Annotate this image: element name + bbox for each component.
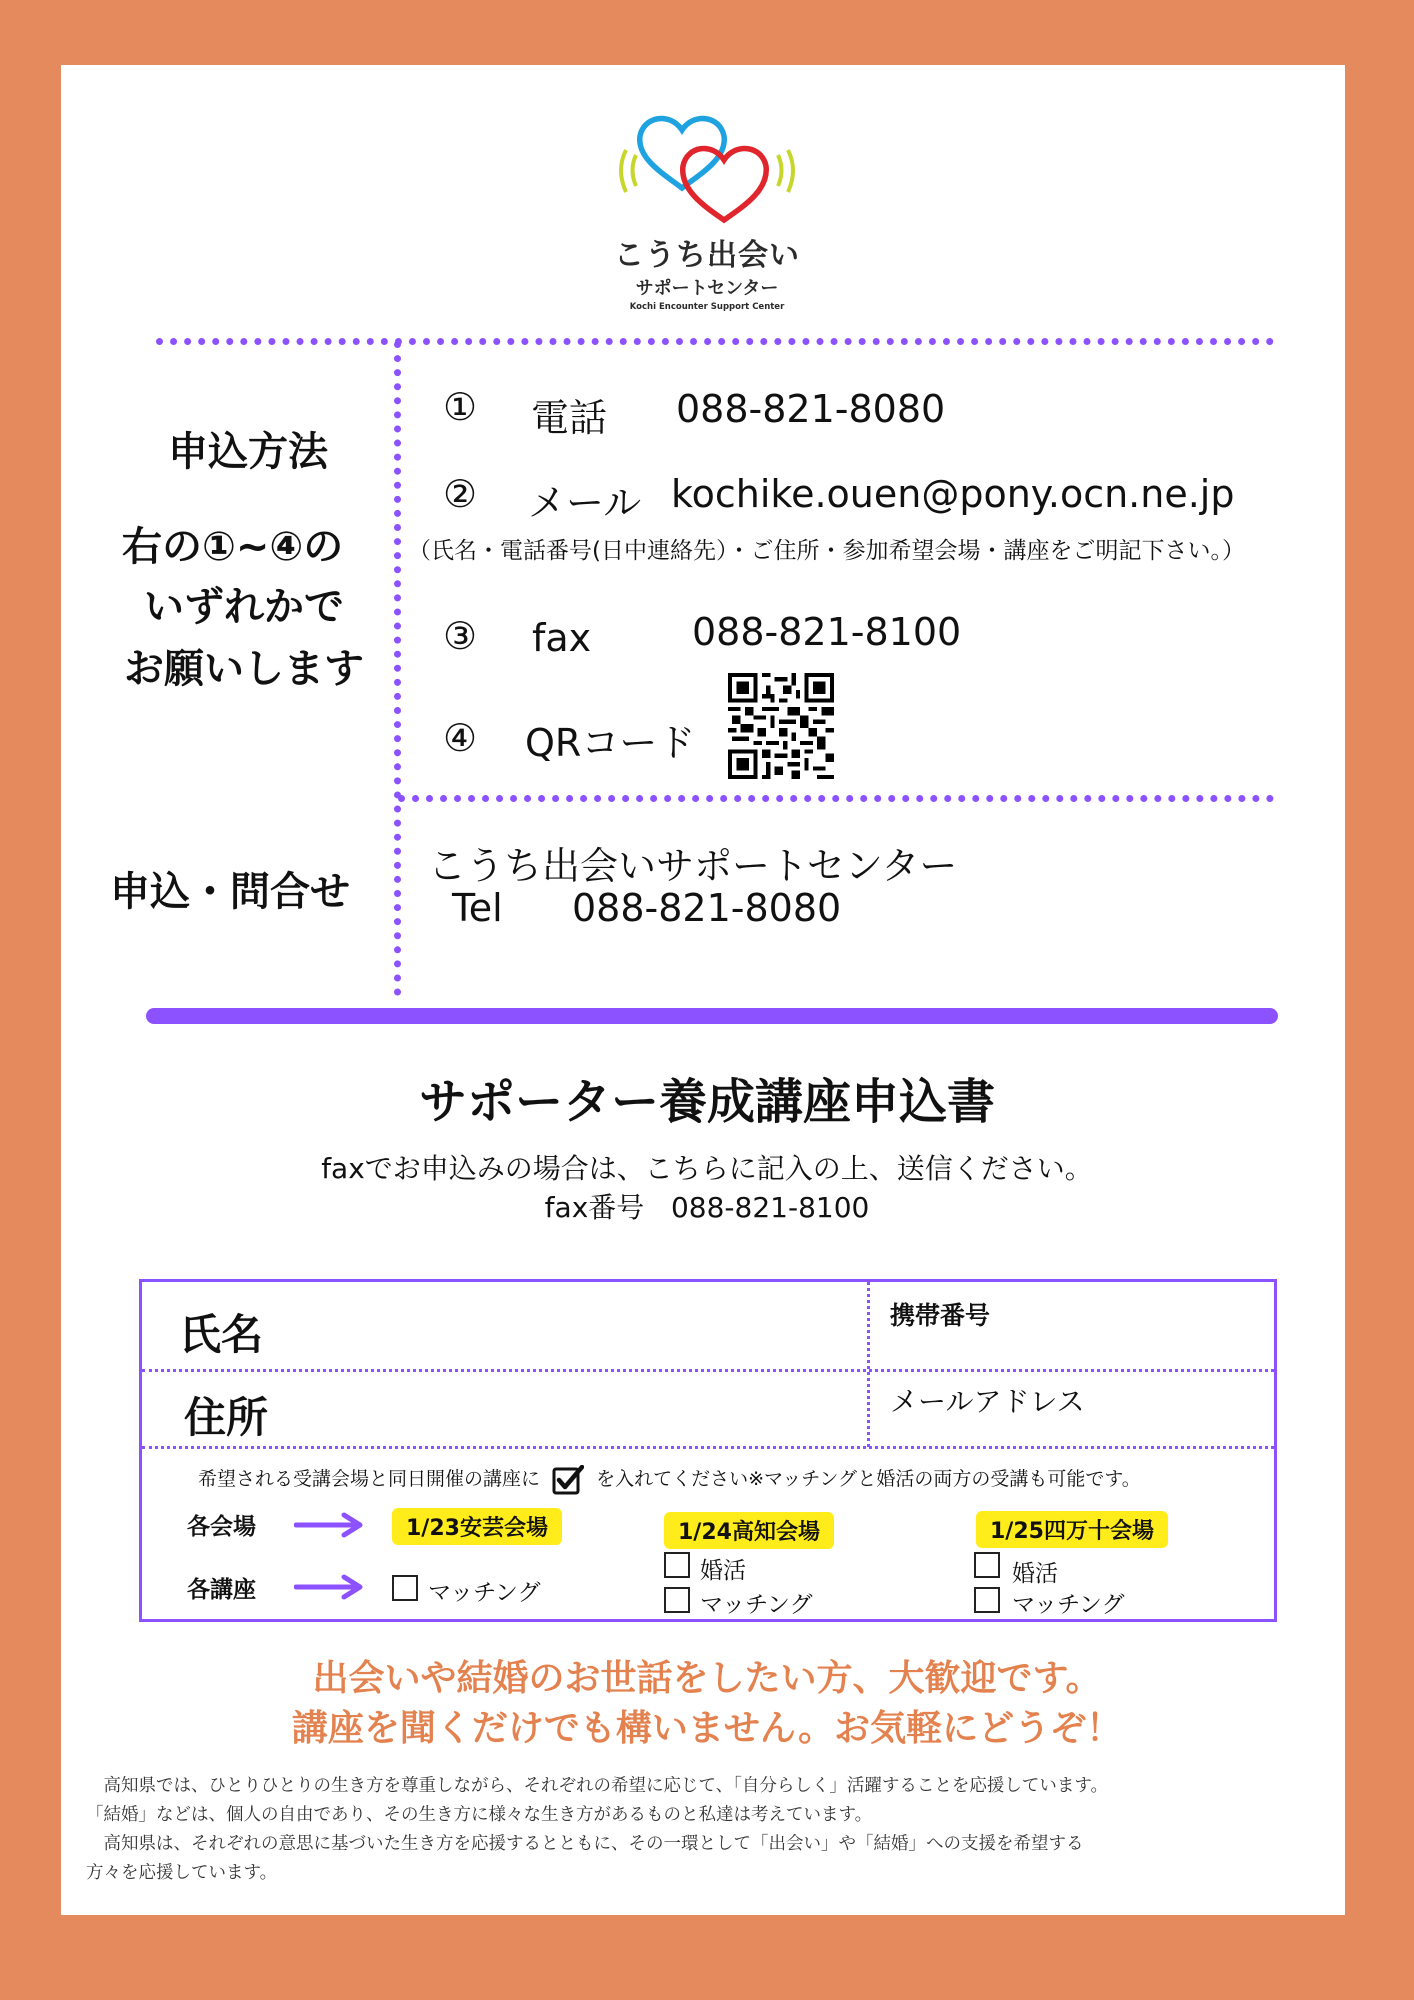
email-field-label: メールアドレス <box>890 1385 1085 1418</box>
method-4-name: QRコード <box>525 721 696 765</box>
form-fax-label: fax番号 <box>544 1191 645 1224</box>
method-3-number: ③ <box>443 614 478 658</box>
fax-number[interactable]: 088-821-8100 <box>692 610 962 654</box>
name-field-label: 氏名 <box>179 1310 264 1359</box>
logo <box>607 108 807 312</box>
welcome-line-2: 講座を聞くだけでも構いません。お気軽にどうぞ！ <box>291 1708 1123 1749</box>
checkbox-label-shimanto-matching: マッチング <box>1012 1592 1125 1618</box>
policy-text <box>86 1772 1336 1888</box>
venue-badge-kochi: 1/24高知会場 <box>664 1512 834 1549</box>
logo-english: Kochi Encounter Support Center <box>629 302 785 312</box>
name-field[interactable] <box>252 1292 857 1362</box>
policy-line: 高知県は、それぞれの意思に基づいた生き方を応援するとともに、その一環として「出会い」や「結婚」への支援を希望する <box>86 1834 1084 1854</box>
checkbox-kochi-konkatsu[interactable] <box>664 1552 690 1578</box>
hearts-logo-icon <box>612 108 802 228</box>
policy-line: 方々を応援しています。 <box>86 1863 278 1883</box>
check-instruction-post: を入れてください※マッチングと婚活の両方の受講も可能です。 <box>596 1468 1141 1490</box>
form-fax-line <box>0 1186 1414 1226</box>
checkbox-kochi-matching[interactable] <box>664 1587 690 1613</box>
phone-number[interactable]: 088-821-8080 <box>676 387 946 431</box>
form-row-divider-1 <box>142 1369 1274 1372</box>
welcome-line-1: 出会いや結婚のお世話をしたい方、大歓迎です。 <box>312 1658 1102 1699</box>
contact-tel[interactable]: 088-821-8080 <box>572 886 842 930</box>
email-address[interactable]: kochike.ouen@pony.ocn.ne.jp <box>671 472 1235 516</box>
venue-row-label: 各会場 <box>187 1514 256 1540</box>
method-1-name: 電話 <box>531 396 608 440</box>
venue-badge-shimanto: 1/25四万十会場 <box>976 1511 1168 1548</box>
method-3-name: fax <box>532 616 592 660</box>
checkbox-aki-matching[interactable] <box>392 1575 418 1601</box>
form-fax-number[interactable]: 088-821-8100 <box>670 1191 870 1224</box>
form-vertical-divider <box>867 1282 870 1447</box>
checkbox-checked-icon <box>552 1465 584 1495</box>
logo-name: こうち出会い <box>614 238 800 273</box>
method-2-name: メール <box>528 481 642 525</box>
mobile-field-label: 携帯番号 <box>890 1301 991 1330</box>
checkbox-label-shimanto-konkatsu: 婚活 <box>1012 1561 1058 1587</box>
arrow-right-icon <box>294 1512 366 1538</box>
method-4-number: ④ <box>443 716 478 760</box>
checkbox-label-aki-matching: マッチング <box>428 1580 541 1606</box>
form-row-divider-2 <box>142 1446 1274 1449</box>
top-dotted-divider <box>156 338 1274 345</box>
form-instruction: faxでお申込みの場合は、こちらに記入の上、送信ください。 <box>321 1152 1093 1185</box>
apply-instruction-line-2: いずれかで <box>144 584 344 630</box>
checkbox-shimanto-matching[interactable] <box>974 1587 1000 1613</box>
course-row-label: 各講座 <box>187 1577 256 1603</box>
qr-code-icon[interactable] <box>728 673 834 779</box>
apply-method-label: 申込方法 <box>168 429 328 475</box>
mobile-field[interactable] <box>877 1330 1267 1364</box>
checkbox-label-kochi-konkatsu: 婚活 <box>700 1558 746 1584</box>
arrow-right-icon <box>294 1574 366 1600</box>
email-field[interactable] <box>877 1414 1267 1442</box>
contact-label: 申込・問合せ <box>110 869 350 915</box>
check-instruction-pre: 希望される受講会場と同日開催の講座に <box>198 1468 541 1490</box>
venue-badge-aki: 1/23安芸会場 <box>392 1508 562 1545</box>
mail-note: （氏名・電話番号(日中連絡先）・ご住所・参加希望会場・講座をご明記下さい。） <box>408 538 1245 564</box>
section-divider-bar <box>146 1008 1278 1024</box>
form-title: サポーター養成講座申込書 <box>418 1074 995 1130</box>
contact-tel-label: Tel <box>452 886 503 930</box>
check-instruction <box>198 1464 1141 1495</box>
policy-line: 高知県では、ひとりひとりの生き方を尊重しながら、それぞれの希望に応じて、「自分らしく」活躍することを応援しています。 <box>86 1776 1108 1796</box>
checkbox-shimanto-konkatsu[interactable] <box>974 1552 1000 1578</box>
application-form <box>139 1279 1277 1622</box>
apply-instruction-line-1: 右の①~④の <box>122 524 344 570</box>
logo-subtitle: サポートセンター <box>635 278 779 299</box>
checkbox-label-kochi-matching: マッチング <box>700 1592 813 1618</box>
method-1-number: ① <box>443 385 478 429</box>
address-field-label: 住所 <box>184 1393 269 1442</box>
vertical-dotted-divider <box>394 341 401 996</box>
method-2-number: ② <box>443 472 478 516</box>
policy-line: 「結婚」などは、個人の自由であり、その生き方に様々な生き方があるものと私達は考えています。 <box>86 1805 873 1825</box>
address-field[interactable] <box>262 1377 857 1441</box>
middle-dotted-divider <box>398 795 1274 802</box>
contact-org: こうち出会いサポートセンター <box>428 844 958 888</box>
apply-instruction-line-3: お願いします <box>124 646 364 692</box>
